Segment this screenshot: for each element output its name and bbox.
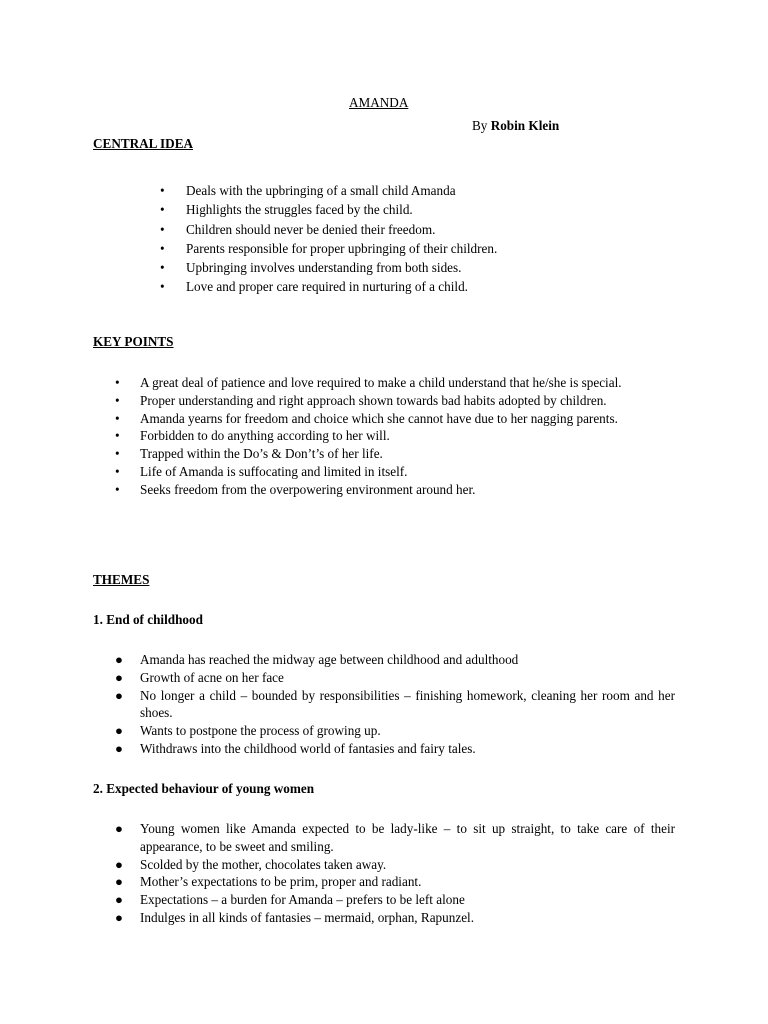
bullet-icon: •	[160, 240, 165, 256]
list-item	[115, 427, 675, 445]
list-item-text: No longer a child – bounded by responsibilities – finishing homework, cleaning her room and her shoes.	[140, 687, 675, 721]
byline	[472, 118, 559, 134]
bullet-icon: •	[115, 446, 120, 462]
list-item	[115, 740, 675, 758]
bullet-icon: •	[115, 481, 120, 497]
key-points-heading: KEY POINTS	[93, 334, 174, 349]
list-item	[115, 856, 675, 874]
bullet-icon: ●	[115, 740, 123, 756]
bullet-icon: •	[115, 410, 120, 426]
bullet-icon: ●	[115, 652, 123, 667]
bullet-icon: •	[160, 260, 165, 276]
themes-heading: THEMES	[93, 572, 150, 587]
bullet-icon: •	[115, 392, 120, 408]
bullet-icon: ●	[115, 723, 123, 739]
list-item-text: Children should never be denied their freedom.	[186, 221, 436, 237]
page-title: AMANDA	[349, 95, 409, 110]
list-item-text: Highlights the struggles faced by the child.	[186, 202, 413, 218]
list-item-text: Proper understanding and right approach shown towards bad habits adopted by children.	[140, 392, 607, 408]
list-item	[115, 669, 675, 687]
list-item-text: Forbidden to do anything according to her will.	[140, 428, 390, 444]
byline-prefix: By	[472, 118, 488, 133]
list-item-text: Upbringing involves understanding from both sides.	[186, 260, 462, 276]
list-item-text: Wants to postpone the process of growing up.	[140, 723, 381, 739]
list-item-text: Withdraws into the childhood world of fantasies and fairy tales.	[140, 740, 476, 756]
bullet-icon: ●	[115, 874, 123, 890]
list-item-text: Life of Amanda is suffocating and limited in itself.	[140, 463, 408, 479]
bullet-icon: •	[160, 202, 165, 218]
list-item	[115, 410, 675, 428]
list-item-text: Amanda yearns for freedom and choice which she cannot have due to her nagging parents.	[140, 410, 618, 426]
list-item	[115, 445, 675, 463]
list-item-text: Mother’s expectations to be prim, proper and radiant.	[140, 874, 422, 890]
list-item-text: Parents responsible for proper upbringing of their children.	[186, 240, 498, 256]
theme-1-title: 1. End of childhood	[93, 612, 203, 627]
bullet-icon: •	[160, 221, 165, 237]
bullet-icon: ●	[115, 856, 123, 872]
bullet-icon: •	[115, 375, 120, 390]
list-item	[115, 463, 675, 481]
theme-1-list	[115, 651, 675, 758]
list-item	[160, 258, 580, 277]
list-item	[115, 909, 675, 927]
list-item	[160, 181, 580, 200]
list-item	[115, 820, 675, 856]
key-points-list	[115, 374, 675, 499]
bullet-icon: ●	[115, 669, 123, 685]
list-item	[115, 687, 675, 723]
list-item	[115, 891, 675, 909]
list-item-text: Expectations – a burden for Amanda – prefers to be left alone	[140, 892, 465, 908]
list-item	[115, 873, 675, 891]
bullet-icon: ●	[115, 909, 123, 925]
author-name: Robin Klein	[490, 118, 560, 133]
list-item	[115, 374, 675, 392]
list-item-text: Amanda has reached the midway age between childhood and adulthood	[140, 652, 519, 667]
list-item-text: Young women like Amanda expected to be lady-like – to sit up straight, to take care of their appearance, to be sweet and smiling.	[140, 821, 675, 854]
bullet-icon: •	[115, 463, 120, 479]
list-item	[115, 722, 675, 740]
bullet-icon: •	[160, 183, 165, 198]
bullet-icon: ●	[115, 821, 123, 836]
list-item-text: Love and proper care required in nurturing of a child.	[186, 279, 468, 295]
theme-2-list	[115, 820, 675, 927]
list-item	[160, 200, 580, 219]
list-item	[115, 481, 675, 499]
bullet-icon: •	[115, 428, 120, 444]
list-item	[160, 220, 580, 239]
bullet-icon: ●	[115, 892, 123, 908]
list-item-text: A great deal of patience and love required to make a child understand that he/she is special.	[140, 375, 622, 390]
central-idea-heading: CENTRAL IDEA	[93, 136, 194, 151]
bullet-icon: ●	[115, 687, 123, 703]
list-item-text: Indulges in all kinds of fantasies – mermaid, orphan, Rapunzel.	[140, 909, 475, 925]
list-item	[160, 239, 580, 258]
list-item-text: Scolded by the mother, chocolates taken away.	[140, 856, 387, 872]
theme-2-title: 2. Expected behaviour of young women	[93, 781, 315, 796]
list-item	[160, 277, 580, 296]
list-item-text: Growth of acne on her face	[140, 669, 284, 685]
list-item	[115, 651, 675, 669]
central-idea-list	[160, 181, 580, 297]
list-item-text: Deals with the upbringing of a small child Amanda	[186, 183, 456, 198]
bullet-icon: •	[160, 279, 165, 295]
list-item-text: Trapped within the Do’s & Don’t’s of her life.	[140, 446, 383, 462]
list-item	[115, 392, 675, 410]
list-item-text: Seeks freedom from the overpowering environment around her.	[140, 481, 476, 497]
